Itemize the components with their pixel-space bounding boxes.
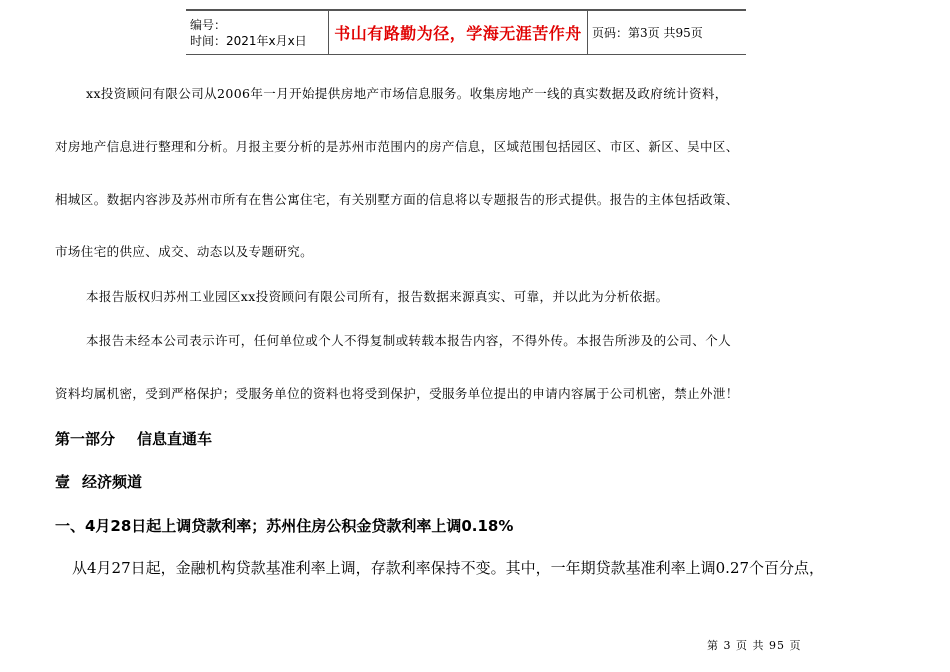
page-footer: 第 3 页 共 95 页 — [707, 639, 802, 652]
confidential-line-2: 资料均属机密，受到严格保护；受服务单位的资料也将受到保护，受服务单位提出的申请内容属于公司机密，禁止外泄！ — [55, 386, 739, 401]
part-heading — [55, 428, 212, 449]
section-number: 壹 — [55, 473, 71, 491]
article-title: 一、4月28日起上调贷款利率；苏州住房公积金贷款利率上调0.18% — [55, 517, 514, 535]
header-meta — [186, 10, 329, 55]
number-label: 编号： — [190, 17, 227, 32]
copyright-line: 本报告版权归苏州工业园区xx投资顾问有限公司所有，报告数据来源真实、可靠，并以此为分析依据。 — [86, 289, 669, 304]
intro-line-1: xx投资顾问有限公司从2006年一月开始提供房地产市场信息服务。收集房地产一线的真实数据及政府统计资料， — [86, 86, 728, 101]
time-label: 时间：2021年x月x日 — [190, 33, 307, 48]
header-motto: 书山有路勤为径，学海无涯苦作舟 — [329, 10, 588, 55]
article-body: 从4月27日起，金融机构贷款基准利率上调，存款利率保持不变。其中，一年期贷款基准利率上调0.27个百分点， — [72, 559, 825, 577]
section-heading — [55, 471, 142, 492]
header-page-info: 页码：第3页 共95页 — [588, 10, 747, 55]
part-title: 信息直通车 — [137, 430, 213, 448]
part-number: 第一部分 — [55, 430, 116, 448]
header-table — [186, 9, 746, 55]
intro-line-2: 对房地产信息进行整理和分析。月报主要分析的是苏州市范围内的房产信息，区域范围包括园区、市区、新区、吴中区、 — [55, 139, 739, 154]
intro-line-4: 市场住宅的供应、成交、动态以及专题研究。 — [55, 244, 314, 259]
intro-line-3: 相城区。数据内容涉及苏州市所有在售公寓住宅，有关别墅方面的信息将以专题报告的形式提供。报告的主体包括政策、 — [55, 192, 739, 207]
confidential-line-1: 本报告未经本公司表示许可，任何单位或个人不得复制或转载本报告内容，不得外传。本报告所涉及的公司、个人 — [86, 333, 732, 348]
section-title: 经济频道 — [82, 473, 143, 491]
